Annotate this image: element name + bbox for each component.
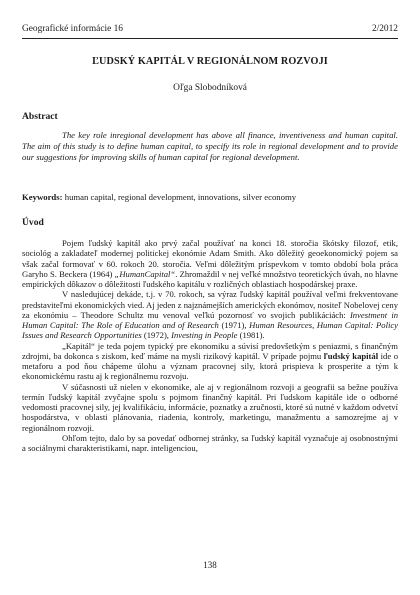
body-text bbox=[22, 238, 398, 453]
publication-title: Investing in People bbox=[171, 330, 238, 341]
book-title: „HumanCapital“ bbox=[114, 268, 176, 279]
paragraph-2: V nasledujúcej dekáde, t.j. v 70. rokoch, sa výraz ľudský kapitál používal veľmi frekventovane predstaviteľmi ekonomických vied. Aj jeden z najznámejších amerických ekonómov, nositeľ Nobelovej ceny za ekonómiu – Theodore Schultz mu venoval veľkú pozornosť vo svojich publikáciách: Investment in Human Capital: The Role of Education and of Research (1971), Human Resources, Human Capital: Policy Issues and Research Opportunities (1972), Investing in People (1981). bbox=[22, 289, 398, 341]
abstract-heading: Abstract bbox=[22, 111, 58, 122]
keywords-label: Keywords: bbox=[22, 192, 63, 202]
keywords-text: human capital, regional development, innovations, silver economy bbox=[64, 192, 297, 202]
article-title: ĽUDSKÝ KAPITÁL V REGIONÁLNOM ROZVOJI bbox=[92, 56, 328, 67]
paragraph-3: „Kapitál“ je teda pojem typický pre ekonomiku a súvisí predovšetkým s peniazmi, s finančným zdrojmi, ba dokonca s ziskom, keď máme na mysli rizikový kapitál. V prípade pojmu ľudský kapitál ide o metaforu a pod ňou chápeme úlohu a význam pracovnej sily, ktorá prispieva k prosperite a tým k ekonomickému rastu aj k regionálnemu rozvoju. bbox=[22, 340, 398, 382]
publication-title: Human Resources, Human Capital: Policy Issues and Research Opportunities bbox=[22, 320, 398, 341]
abstract-text: The key role inregional development has above all finance, inventiveness and human capital. The aim of this study is to define human capital, to specify its role in regional development and to provide our suggestions for improving skills of human capital for regional development. bbox=[22, 130, 398, 162]
paragraph-5: Ohľom tejto, dalo by sa povedať odbornej stránky, sa ľudský kapitál vyznačuje aj osobnostnými a sociálnymi charakteristikami, napr. inteligenciou, bbox=[22, 432, 398, 453]
paragraph-1: Pojem ľudský kapitál ako prvý začal používať na konci 18. storočia škótsky filozof, etik, sociológ a zakladateľ modernej politickej ekonómie Adam Smith. Ako dôležitý geoekonomický pojem sa však začal formovať v 60. rokoch 20. storočia. Veľmi dôležitým príspevkom v tomto období bola práca Garyho S. Beckera (1964) „HumanCapital“. Zhromaždil v nej veľké množstvo teoretických úvah, no hlavne empirických dôkazov o dôležitosti ľudského kapitálu v rozličných oblastiach hospodárskej praxe. bbox=[22, 238, 398, 289]
publication-title: Investment in Human Capital: The Role of Education and of Research bbox=[22, 309, 398, 330]
paragraph-4: V súčasnosti už nielen v ekonomike, ale aj v regionálnom rozvoji a geografii sa bežne používa termín ľudský kapitál zvyčajne spolu s pojmom finančný kapitál. Pri ľudskom kapitále ide o odborné vedomosti pracovnej sily, jej kvalifikáciu, informácie, poznatky a zručnosti, ktoré sú nutné v každom odvetví hospodárstva, v oblasti plánovania, riadenia, kontroly, marketingu, manažmentu a samozrejme aj v regionálnom rozvoji. bbox=[22, 381, 398, 433]
keywords-line bbox=[22, 192, 398, 203]
key-term: ľudský kapitál bbox=[323, 350, 379, 361]
journal-name: Geografické informácie 16 bbox=[22, 24, 123, 34]
intro-heading: Úvod bbox=[22, 217, 44, 228]
header-rule bbox=[22, 38, 398, 39]
running-head bbox=[22, 24, 398, 34]
author-name: Oľga Slobodníková bbox=[173, 83, 247, 93]
issue-number: 2/2012 bbox=[371, 24, 398, 34]
page-number: 138 bbox=[203, 560, 217, 570]
